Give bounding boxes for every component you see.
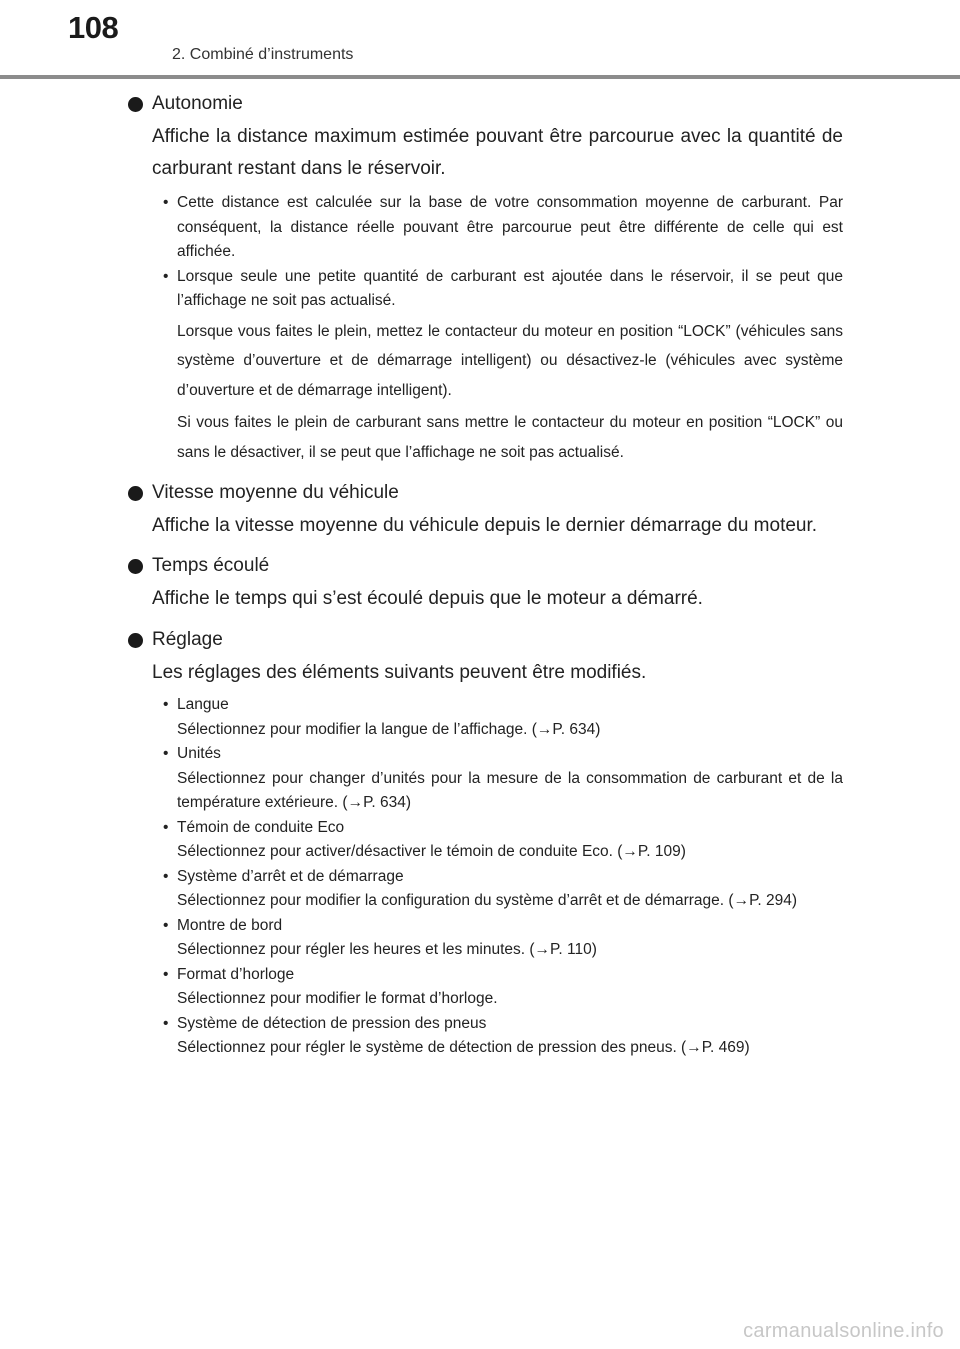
section-heading <box>127 477 843 509</box>
section-body: Affiche la distance maximum estimée pouvant être parcourue avec la quantité de carburant restant dans le réservoir. <box>152 126 843 179</box>
item-description: Sélectionnez pour changer d’unités pour la mesure de la consommation de carburant et de la température extérieure. (→P. 634) <box>177 769 843 811</box>
heading-text: Vitesse moyenne du véhicule <box>152 482 399 503</box>
note-paragraph: Si vous faites le plein de carburant sans mettre le contacteur du moteur en position “LOCK” ou sans le désactiver, il se peut que l’affichage ne soit pas actualisé. <box>177 414 843 461</box>
note-text: Cette distance est calculée sur la base de votre consommation moyenne de carburant. Par conséquent, la distance réelle pouvant être parcourue peut être différente de celle qui est affichée. <box>177 194 843 260</box>
site-watermark: carmanualsonline.info <box>743 1320 944 1342</box>
bullet-dot-icon <box>128 486 143 501</box>
heading-text: Temps écoulé <box>152 555 270 576</box>
item-description: Sélectionnez pour activer/désactiver le témoin de conduite Eco. (→P. 109) <box>177 843 686 860</box>
item-name: Montre de bord <box>177 916 283 934</box>
section-body: Affiche la vitesse moyenne du véhicule depuis le dernier démarrage du moteur. <box>152 515 818 536</box>
settings-item-langue <box>162 693 843 742</box>
settings-item-format-horloge <box>162 963 843 1012</box>
section-heading <box>127 624 843 656</box>
settings-list <box>162 693 843 1061</box>
item-name: Langue <box>177 696 229 713</box>
item-description: Sélectionnez pour modifier la configuration du système d’arrêt et de démarrage. (→P. 294) <box>177 892 798 909</box>
settings-item-pression-pneus <box>162 1012 843 1061</box>
item-name: Système de détection de pression des pneus <box>177 1014 487 1032</box>
item-name: Système d’arrêt et de démarrage <box>177 867 404 885</box>
note-item <box>162 265 843 314</box>
note-text: Lorsque seule une petite quantité de carburant est ajoutée dans le réservoir, il se peut que l’affichage ne soit pas actualisé. <box>177 267 843 309</box>
item-bullet-icon: • <box>163 916 169 934</box>
item-name: Témoin de conduite Eco <box>177 818 345 836</box>
note-bullet-icon: • <box>163 194 169 211</box>
item-bullet-icon: • <box>163 867 169 885</box>
settings-item-montre <box>162 914 843 963</box>
section-body: Affiche le temps qui s’est écoulé depuis que le moteur a démarré. <box>152 588 703 609</box>
note-item <box>162 191 843 265</box>
settings-item-unites <box>162 742 843 816</box>
section-heading <box>127 88 843 120</box>
section-autonomie <box>127 88 843 467</box>
section-vitesse-moyenne <box>127 477 843 542</box>
note-list <box>162 191 843 314</box>
item-name: Unités <box>177 745 221 762</box>
item-bullet-icon: • <box>163 818 169 836</box>
section-body: Les réglages des éléments suivants peuvent être modifiés. <box>152 662 647 683</box>
page-content <box>127 88 843 1061</box>
settings-item-arret-demarrage <box>162 865 843 914</box>
item-bullet-icon: • <box>163 1014 169 1032</box>
page-header <box>0 0 960 80</box>
note-bullet-icon: • <box>163 267 169 285</box>
settings-item-temoin-eco <box>162 816 843 865</box>
heading-text: Réglage <box>152 629 223 650</box>
item-description: Sélectionnez pour régler le système de détection de pression des pneus. (→P. 469) <box>177 1039 750 1056</box>
section-heading <box>127 550 843 582</box>
item-bullet-icon: • <box>163 745 169 762</box>
page-number: 108 <box>68 10 119 45</box>
bullet-dot-icon <box>128 633 143 648</box>
item-name: Format d’horloge <box>177 965 295 983</box>
section-reglage <box>127 624 843 1061</box>
item-bullet-icon: • <box>163 965 169 983</box>
chapter-title: 2. Combiné d’instruments <box>172 46 354 63</box>
item-description: Sélectionnez pour régler les heures et les minutes. (→P. 110) <box>177 941 597 958</box>
section-temps-ecoule <box>127 550 843 615</box>
item-description: Sélectionnez pour modifier le format d’horloge. <box>177 990 498 1007</box>
note-paragraph: Lorsque vous faites le plein, mettez le contacteur du moteur en position “LOCK” (véhicules sans système d’ouverture et de démarrage intelligent) ou désactivez-le (véhicules avec système d’ouverture et de démarrage intelligent). <box>177 322 843 399</box>
bullet-dot-icon <box>128 559 143 574</box>
item-description: Sélectionnez pour modifier la langue de l’affichage. (→P. 634) <box>177 720 601 738</box>
heading-text: Autonomie <box>152 93 243 114</box>
bullet-dot-icon <box>128 97 143 112</box>
item-bullet-icon: • <box>163 696 169 713</box>
header-divider <box>0 75 960 79</box>
